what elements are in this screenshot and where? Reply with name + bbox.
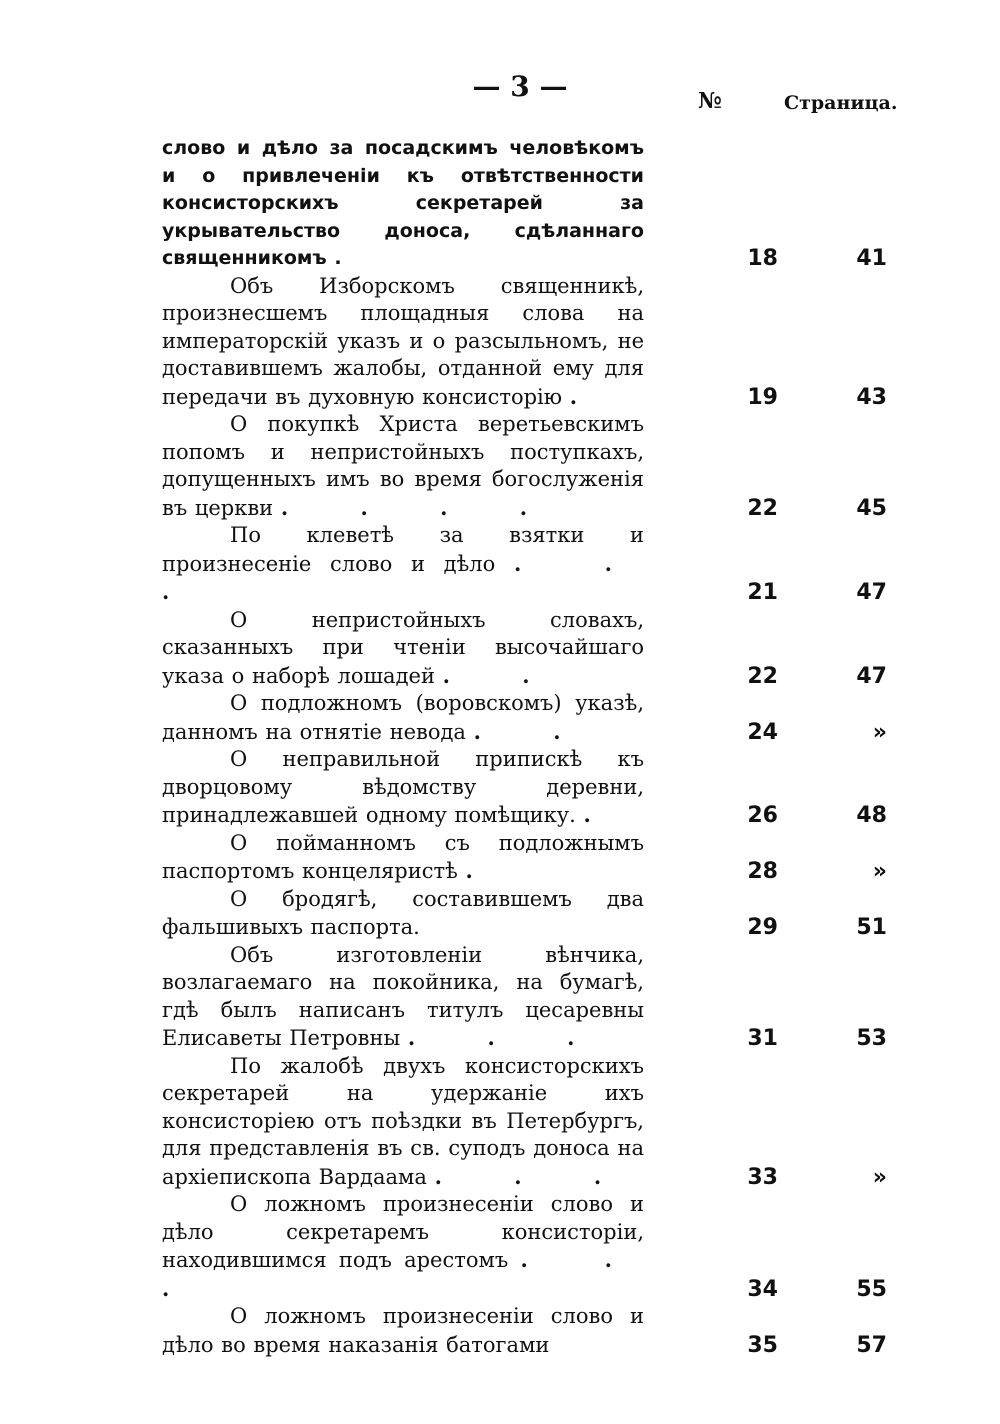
entry-page: 47 [856, 663, 887, 689]
toc-entry [0, 607, 1000, 691]
entry-text: Объ изготовленіи вѣнчика, возлагаемаго на покойника, на бумагѣ, гдѣ былъ написанъ титулъ цесаревны Елисаветы Петровны . . . [162, 942, 644, 1050]
entry-number: 19 [747, 384, 778, 410]
entry-page: 47 [856, 580, 887, 605]
entry-text: По жалобѣ двухъ консисторскихъ секретарей на удержаніе ихъ консисторіею отъ поѣздки въ Петербургъ, для представленія въ св. суподъ доноса на архіепископа Вардаама . . . [162, 1053, 644, 1189]
toc-entry [0, 522, 1000, 607]
entry-page: » [872, 859, 887, 884]
entry-text: О подложномъ (воровскомъ) указѣ, данномъ на отнятіе невода . . [162, 691, 644, 744]
toc-entry [0, 690, 1000, 746]
entry-page: » [872, 1164, 887, 1190]
entry-text: О пойманномъ съ подложнымъ паспортомъ концеляристѣ . [162, 830, 644, 883]
entry-number: 28 [747, 859, 778, 884]
entry-text: Объ Изборскомъ священникѣ, произнесшемъ площадныя слова на императорскій указъ и о разсыльномъ, не доставившемъ жалобы, отданной ему для передачи въ духовную консисторію . [162, 273, 644, 409]
entry-number: 31 [747, 1026, 778, 1051]
toc-entry [0, 830, 1000, 886]
entry-text: О бродягѣ, составившемъ два фальшивыхъ паспорта. [162, 886, 644, 939]
leader-dots: . . . [407, 1025, 607, 1050]
leader-dots: . . . [162, 550, 644, 604]
entry-page: 45 [856, 495, 887, 521]
entry-page: 55 [856, 1276, 887, 1302]
entry-number: 33 [747, 1164, 778, 1190]
toc-entry [0, 135, 1000, 273]
toc-entry [0, 411, 1000, 522]
leader-dots: . . . [162, 1247, 644, 1301]
entry-number: 22 [747, 495, 778, 521]
table-of-contents [0, 135, 1000, 1359]
leader-dots: . . [442, 662, 562, 688]
entry-text: О ложномъ произнесеніи слово и дѣло во время наказанія батогами [162, 1304, 644, 1357]
toc-entry [0, 1191, 1000, 1303]
entry-page: 51 [856, 915, 887, 940]
leader-dots: . [583, 802, 623, 827]
leader-dots: . . . . [280, 494, 560, 520]
toc-entry [0, 886, 1000, 942]
leader-dots: . [465, 858, 505, 883]
entry-page: 53 [856, 1026, 887, 1051]
entry-page: 48 [856, 803, 887, 828]
entry-number: 21 [747, 580, 778, 605]
entry-text: слово и дѣло за посадскимъ человѣкомъ и о привлеченіи къ отвѣтственности консисторскихъ секретарей за укрывательство доноса, сдѣланнаго священникомъ . [162, 137, 644, 269]
toc-entry [0, 273, 1000, 412]
column-header-number: № [698, 88, 722, 114]
entry-text: О неправильной припискѣ къ дворцовому вѣдомству деревни, принадлежавшей одному помѣщику. . [162, 747, 644, 827]
entry-text: О покупкѣ Христа веретьевскимъ попомъ и непристойныхъ поступкахъ, допущенныхъ имъ во время богослуженія въ церкви . . . . [162, 412, 644, 520]
page-number: — 3 — [472, 70, 568, 103]
toc-entry [0, 1053, 1000, 1192]
entry-number: 35 [747, 1332, 778, 1358]
toc-entry [0, 746, 1000, 830]
page-header [0, 62, 1000, 122]
entry-number: 29 [747, 915, 778, 940]
toc-entry [0, 1303, 1000, 1359]
entry-number: 34 [747, 1276, 778, 1302]
column-header-page: Страница. [784, 92, 898, 114]
entry-number: 18 [747, 246, 778, 271]
entry-number: 22 [747, 663, 778, 689]
entry-text: О ложномъ произнесеніи слово и дѣло секретаремъ консисторіи, находившимся подъ арестомъ . . . [162, 1192, 644, 1301]
leader-dots: . [569, 383, 610, 409]
entry-number: 24 [747, 719, 778, 745]
entry-text: О непристойныхъ словахъ, сказанныхъ при чтеніи высочайшаго указа о наборѣ лошадей . . [162, 607, 644, 688]
entry-page: 57 [856, 1332, 887, 1358]
entry-text: По клеветѣ за взятки и произнесеніе слово и дѣло . . . [162, 523, 644, 604]
leader-dots: . . . [434, 1163, 634, 1189]
entry-number: 26 [747, 803, 778, 828]
leader-dots: . [334, 247, 374, 269]
entry-page: 41 [856, 246, 887, 271]
leader-dots: . . [473, 718, 593, 744]
entry-page: 43 [856, 384, 887, 410]
entry-page: » [872, 719, 887, 745]
toc-entry [0, 942, 1000, 1053]
